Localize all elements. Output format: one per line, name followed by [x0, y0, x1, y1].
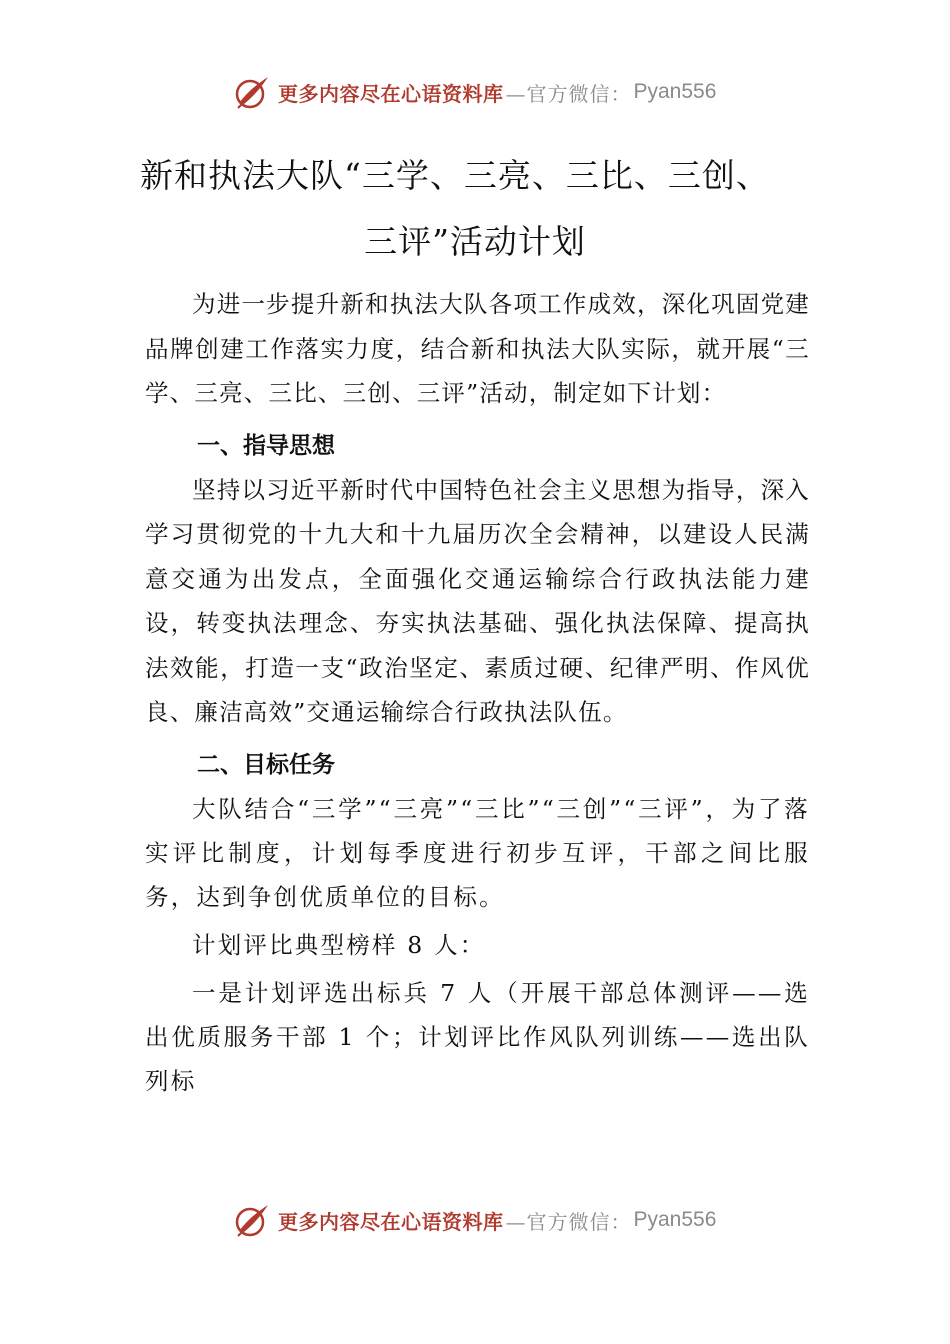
quill-logo-icon	[232, 1200, 272, 1240]
section1-heading: 一、指导思想	[197, 432, 335, 459]
banner-brand-text: 更多内容尽在心语资料库	[278, 81, 504, 106]
section2-paragraph: 大队结合“三学”“三亮”“三比”“三创”“三评”，为了落实评比制度，计划每季度进行初步互评，干部之间比服务，达到争创优质单位的目标。	[145, 794, 810, 911]
quill-logo-icon	[232, 72, 272, 112]
section1-paragraph: 坚持以习近平新时代中国特色社会主义思想为指导，深入学习贯彻党的十九大和十九届历次全会精神，以建设人民满意交通为出发点，全面强化交通运输综合行政执法能力建设，转变执法理念、夯实执法基础、强化执法保障、提高执法效能，打造一支“政治坚定、素质过硬、纪律严明、作风优良、廉洁高效”交通运输综合行政执法队伍。	[145, 475, 810, 726]
section2-heading: 二、目标任务	[197, 751, 335, 778]
banner-wechat-id: Pyan556	[633, 1208, 717, 1231]
section2-plan-line: 计划评比典型榜样 8 人：	[192, 930, 486, 959]
section2-item1: 一是计划评选出标兵 7 人（开展干部总体测评——选出优质服务干部 1 个；计划评比作风队列训练——选出队列标	[145, 978, 811, 1095]
banner-wechat-id: Pyan556	[633, 80, 717, 103]
document-title-line2: 三评”活动计划	[364, 222, 586, 261]
intro-paragraph: 为进一步提升新和执法大队各项工作成效，深化巩固党建品牌创建工作落实力度，结合新和执法大队实际，就开展“三学、三亮、三比、三创、三评”活动，制定如下计划：	[145, 290, 810, 407]
document-body	[145, 282, 810, 1103]
banner-wechat-label: —官方微信：	[505, 1209, 632, 1234]
document-title-line1: 新和执法大队“三学、三亮、三比、三创、	[140, 156, 770, 195]
banner-wechat-label: —官方微信：	[505, 81, 632, 106]
footer-banner	[232, 1198, 716, 1242]
header-banner	[232, 70, 716, 114]
banner-brand-text: 更多内容尽在心语资料库	[278, 1209, 504, 1234]
